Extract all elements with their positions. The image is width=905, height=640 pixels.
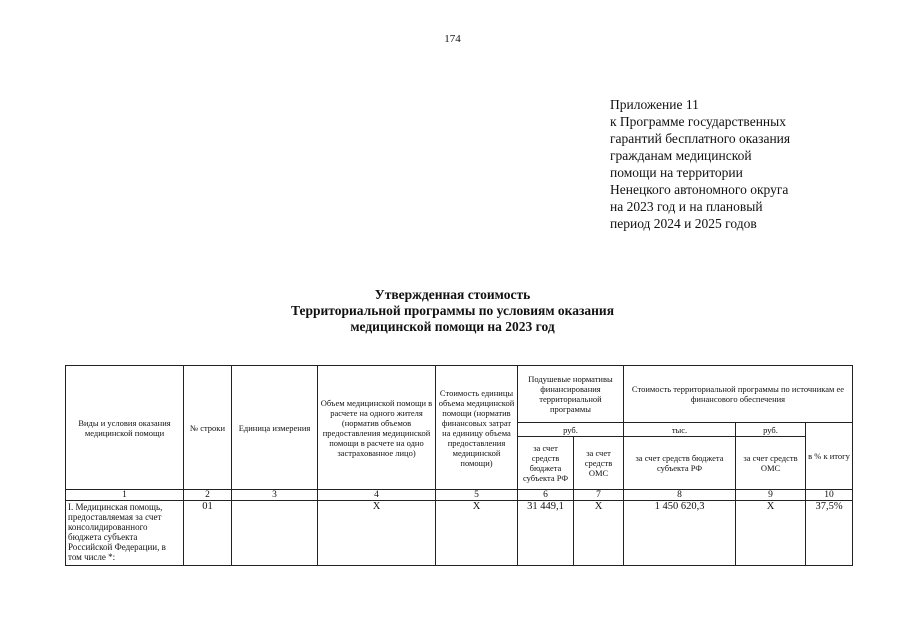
header-line-number: № строки (184, 366, 232, 490)
table-row (66, 501, 853, 566)
appendix-line: гарантий бесплатного оказания (610, 131, 791, 146)
appendix-line: к Программе государственных (610, 114, 786, 129)
column-number: 8 (624, 490, 736, 501)
header-percent: в % к итогу (806, 423, 853, 490)
header-cost-group: Стоимость территориальной программы по источникам ее финансового обеспечения (624, 366, 853, 423)
document-title (0, 287, 905, 335)
row-cost-budget: 1 450 620,3 (624, 501, 736, 566)
header-per-capita-group: Подушевые нормативы финансирования территориальной программы (518, 366, 624, 423)
appendix-note (610, 96, 790, 232)
appendix-line: период 2024 и 2025 годов (610, 216, 757, 231)
column-number: 3 (232, 490, 318, 501)
row-per-capita-budget: 31 449,1 (518, 501, 574, 566)
appendix-line: Приложение 11 (610, 97, 699, 112)
row-unit-cost: X (436, 501, 518, 566)
column-number: 6 (518, 490, 574, 501)
appendix-line: на 2023 год и на плановый (610, 199, 763, 214)
column-number: 2 (184, 490, 232, 501)
header-cost-oms: за счет средств ОМС (736, 437, 806, 490)
header-per-capita-budget: за счет средств бюджета субъекта РФ (518, 437, 574, 490)
header-cost-budget: за счет средств бюджета субъекта РФ (624, 437, 736, 490)
title-line: Утвержденная стоимость (374, 287, 531, 302)
header-volume: Объем медицинской помощи в расчете на одного жителя (норматив объемов предоставления медицинской помощи в расчете на одно застрахованное лицо) (318, 366, 436, 490)
row-per-capita-oms: X (574, 501, 624, 566)
header-unit-cost: Стоимость единицы объема медицинской помощи (норматив финансовых затрат на единицу объема предоставления медицинской помощи) (436, 366, 518, 490)
title-line: медицинской помощи на 2023 год (350, 319, 555, 334)
column-number: 7 (574, 490, 624, 501)
header-service-type: Виды и условия оказания медицинской помощи (66, 366, 184, 490)
header-unit-rub: руб. (518, 423, 624, 437)
column-number: 1 (66, 490, 184, 501)
row-line-number: 01 (184, 501, 232, 566)
row-unit (232, 501, 318, 566)
header-per-capita-oms: за счет средств ОМС (574, 437, 624, 490)
row-volume: X (318, 501, 436, 566)
cost-table (65, 365, 853, 566)
header-unit-thousand: тыс. (624, 423, 736, 437)
header-unit: Единица измерения (232, 366, 318, 490)
row-percent: 37,5% (806, 501, 853, 566)
row-cost-oms: X (736, 501, 806, 566)
row-label: I. Медицинская помощь, предоставляемая за счет консолидированного бюджета субъекта Российской Федерации, в том числе *: (66, 501, 184, 566)
column-number: 4 (318, 490, 436, 501)
appendix-line: Ненецкого автономного округа (610, 182, 789, 197)
appendix-line: гражданам медицинской (610, 148, 752, 163)
title-line: Территориальной программы по условиям оказания (290, 303, 615, 318)
page-number: 174 (444, 33, 461, 45)
column-number: 9 (736, 490, 806, 501)
column-number-row (66, 490, 853, 501)
column-number: 5 (436, 490, 518, 501)
appendix-line: помощи на территории (610, 165, 743, 180)
header-unit-rub-oms: руб. (736, 423, 806, 437)
column-number: 10 (806, 490, 853, 501)
